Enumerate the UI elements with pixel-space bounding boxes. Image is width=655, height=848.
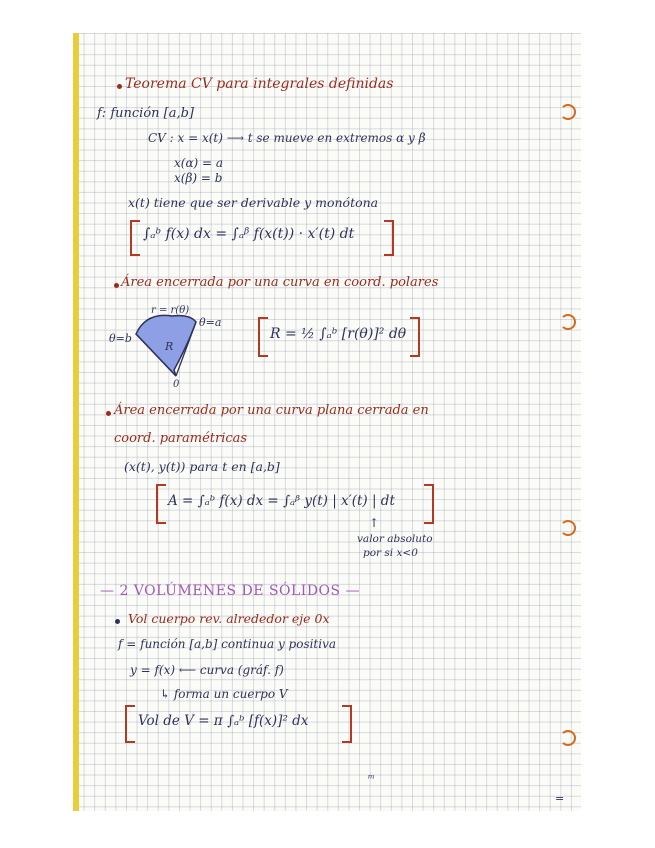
derivability-condition: x(t) tiene que ser derivable y monótona bbox=[128, 195, 379, 210]
arrow-up-icon: ↑ bbox=[369, 516, 380, 530]
section-heading-parametric: Área encerrada por una curva plana cerrada en bbox=[114, 403, 429, 418]
margin-mark-icon: = bbox=[555, 792, 565, 805]
function-definition: f: función [a,b] bbox=[97, 106, 194, 121]
chapter-title-volumes: — 2 VOLÚMENES DE SÓLIDOS — bbox=[100, 583, 361, 599]
cv-formula: ∫ₐᵇ f(x) dx = ∫ₐᵝ f(x(t)) · x′(t) dt bbox=[143, 226, 355, 242]
page-mark: ᵐ bbox=[368, 772, 375, 785]
formula-bracket-right bbox=[410, 317, 420, 357]
binder-ring-icon bbox=[560, 104, 576, 120]
body-formation-note: ↳ forma un cuerpo V bbox=[160, 687, 288, 701]
formula-bracket-right bbox=[424, 484, 434, 524]
section-heading-cv: Teorema CV para integrales definidas bbox=[125, 76, 394, 92]
section-heading-volume: Vol cuerpo rev. alrededor eje 0x bbox=[128, 611, 330, 626]
curve-definition: y = f(x) ⟵ curva (gráf. f) bbox=[130, 663, 284, 677]
bullet-icon bbox=[114, 283, 119, 288]
formula-bracket-left bbox=[130, 220, 140, 256]
polar-label-theta-b: θ=b bbox=[109, 332, 132, 345]
bullet-icon bbox=[106, 411, 111, 416]
bullet-icon bbox=[115, 619, 120, 624]
x-beta-equation: x(β) = b bbox=[174, 171, 223, 185]
absolute-value-note: valor absoluto bbox=[357, 533, 433, 545]
volume-formula: Vol de V = π ∫ₐᵇ [f(x)]² dx bbox=[138, 713, 309, 729]
volume-function-definition: f = función [a,b] continua y positiva bbox=[118, 637, 337, 651]
x-alpha-equation: x(α) = a bbox=[174, 156, 224, 170]
binder-ring-icon bbox=[560, 314, 576, 330]
section-heading-parametric-cont: coord. paramétricas bbox=[114, 431, 248, 446]
polar-label-region: R bbox=[165, 340, 174, 353]
bullet-icon bbox=[117, 84, 122, 89]
change-of-variable-line: CV : x = x(t) ⟶ t se mueve en extremos α y β bbox=[148, 131, 426, 145]
absolute-value-note-cont: por si x<0 bbox=[363, 547, 418, 559]
formula-bracket-left bbox=[125, 705, 135, 743]
parametric-definition: (x(t), y(t)) para t en [a,b] bbox=[124, 459, 280, 474]
notebook-spine bbox=[73, 33, 79, 811]
binder-ring-icon bbox=[560, 520, 576, 536]
formula-bracket-right bbox=[342, 705, 352, 743]
notebook-page bbox=[73, 33, 581, 811]
formula-bracket-left bbox=[156, 484, 166, 524]
binder-ring-icon bbox=[560, 730, 576, 746]
polar-area-formula: R = ½ ∫ₐᵇ [r(θ)]² dθ bbox=[270, 326, 407, 342]
polar-label-theta-a: θ=a bbox=[199, 316, 222, 329]
parametric-area-formula: A = ∫ₐᵇ f(x) dx = ∫ₐᵝ y(t) | x′(t) | dt bbox=[168, 493, 395, 509]
polar-label-origin: 0 bbox=[173, 379, 180, 390]
polar-label-r: r = r(θ) bbox=[151, 305, 190, 316]
section-heading-polar: Área encerrada por una curva en coord. polares bbox=[121, 275, 439, 290]
formula-bracket-left bbox=[258, 317, 268, 357]
formula-bracket-right bbox=[384, 220, 394, 256]
